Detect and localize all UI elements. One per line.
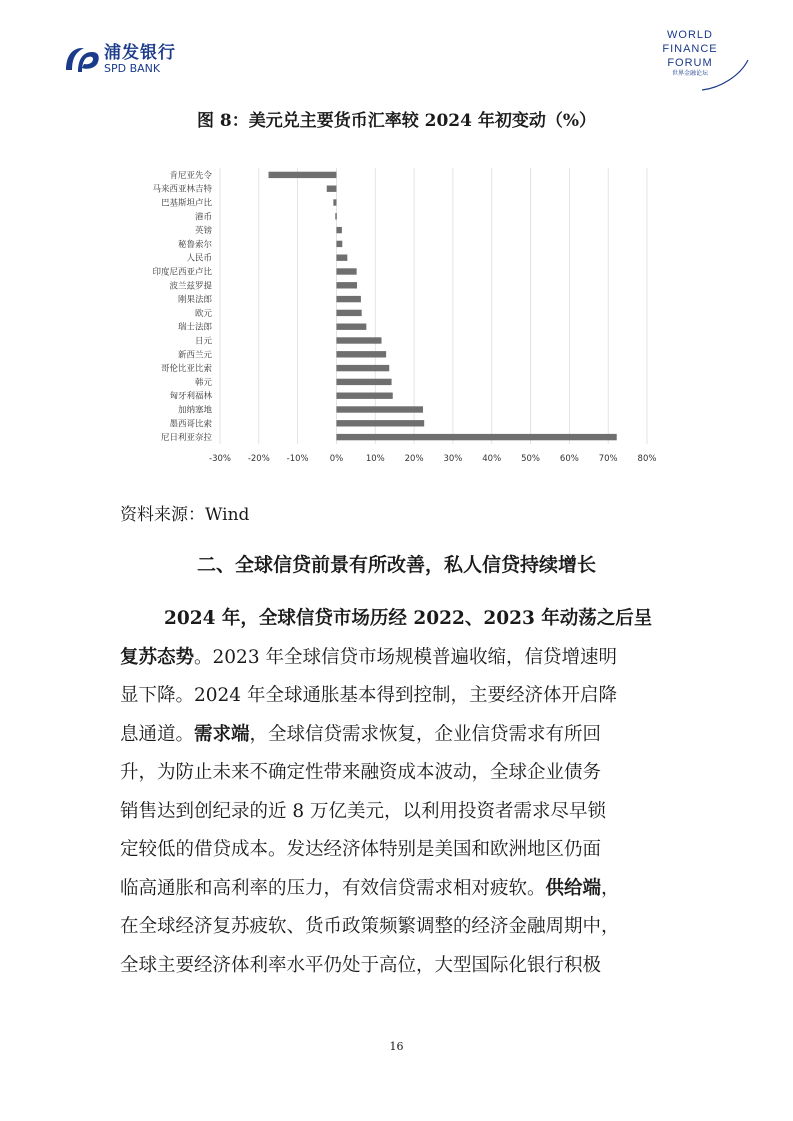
bold-phrase: 供给端: [545, 877, 602, 899]
bar: [336, 324, 366, 330]
text-run: ，: [601, 877, 620, 899]
figure-source: 资料来源：Wind: [120, 505, 250, 525]
category-label: 肯尼亚先令: [169, 170, 212, 181]
bar: [327, 186, 337, 192]
forum-line-3: FORUM: [667, 57, 713, 69]
bar: [336, 351, 386, 357]
bar: [336, 282, 357, 288]
category-label: 印度尼西亚卢比: [152, 267, 212, 278]
bar: [336, 227, 341, 233]
body-paragraph: [120, 600, 680, 985]
x-tick-label: -30%: [209, 454, 231, 464]
bank-name-cn: 浦发银行: [104, 43, 176, 63]
forum-name-cn: 世界金融论坛: [671, 70, 708, 77]
category-label: 尼日利亚奈拉: [160, 433, 212, 444]
category-label: 匈牙利福林: [169, 391, 212, 402]
bar: [336, 255, 347, 261]
forum-line-2: FINANCE: [662, 43, 718, 55]
bar: [336, 406, 423, 412]
x-tick-label: -10%: [286, 454, 309, 464]
paragraph-line: 升，为防止未来不确定性带来融资成本波动，全球企业债务: [120, 762, 602, 783]
paragraph-line: 销售达到创纪录的近 8 万亿美元，以利用投资者需求尽早锁: [120, 800, 607, 822]
world-finance-forum-logo: [650, 28, 750, 90]
paragraph-line: 显下降。2024 年全球通胀基本得到控制，主要经济体开启降: [120, 685, 617, 706]
bar: [269, 172, 337, 178]
category-label: 加纳塞地: [177, 405, 212, 416]
category-label: 墨西哥比索: [169, 419, 212, 430]
x-tick-label: 60%: [559, 454, 579, 464]
text-run: 。2023 年全球信贷市场规模普遍收缩，信贷增速明: [194, 646, 617, 668]
paragraph-line: 全球主要经济体利率水平仍处于高位，大型国际化银行积极: [120, 954, 602, 976]
bar: [336, 268, 356, 274]
category-label: 韩元: [194, 377, 212, 388]
paragraph-line: [120, 600, 680, 639]
x-tick-label: 50%: [521, 454, 540, 464]
paragraph-line: [120, 716, 680, 755]
figure-title: 图 8：美元兑主要货币汇率较 2024 年初变动（%）: [196, 111, 597, 131]
swoosh-icon: [700, 58, 750, 92]
x-tick-label: 30%: [443, 454, 463, 464]
bold-lead: 2024 年，全球信贷市场历经 2022、2023 年动荡之后呈: [164, 608, 653, 629]
bar: [336, 365, 389, 371]
paragraph-line: [120, 639, 680, 678]
bar: [336, 420, 424, 426]
spd-bank-wordmark: [104, 44, 176, 76]
bar: [333, 199, 336, 205]
bar: [336, 393, 392, 399]
category-label: 瑞士法郎: [177, 322, 212, 333]
section-heading: 二、全球信贷前景有所改善，私人信贷持续增长: [196, 554, 596, 576]
category-label: 港币: [194, 212, 212, 223]
x-tick-label: 0%: [329, 454, 344, 464]
x-tick-label: 20%: [404, 454, 424, 464]
category-label: 刚果法郎: [177, 295, 212, 306]
x-tick-label: 10%: [365, 454, 385, 464]
x-tick-label: -20%: [247, 454, 270, 464]
bar: [336, 379, 391, 385]
category-label: 哥伦比亚比索: [160, 364, 212, 375]
text-run: 临高通胀和高利率的压力，有效信贷需求相对疲软。: [120, 877, 546, 899]
x-tick-label: 70%: [598, 454, 618, 464]
x-tick-label: 40%: [482, 454, 502, 464]
text-run: 息通道。: [120, 723, 195, 745]
bar: [336, 241, 342, 247]
paragraph-line: [120, 870, 680, 909]
x-tick-label: 80%: [637, 454, 657, 464]
category-label: 人民币: [186, 253, 212, 264]
text-run: ，全球信贷需求恢复，企业信贷需求有所回: [249, 723, 602, 745]
bold-phrase: 需求端: [194, 723, 250, 745]
page-number: 16: [389, 1040, 404, 1053]
bar: [336, 310, 361, 316]
category-label: 新西兰元: [177, 350, 212, 361]
bar: [336, 337, 381, 343]
bar: [335, 213, 337, 219]
bank-name-en: SPD BANK: [104, 62, 161, 75]
category-label: 巴基斯坦卢比: [160, 198, 212, 209]
paragraph-line: 定较低的借贷成本。发达经济体特别是美国和欧洲地区仍面: [120, 839, 602, 860]
category-label: 马来西亚林吉特: [152, 184, 212, 195]
bold-phrase: 复苏态势: [120, 646, 195, 668]
spd-bank-logo-icon: [62, 44, 102, 76]
category-label: 日元: [194, 336, 212, 347]
category-label: 秘鲁索尔: [177, 239, 212, 250]
bar: [336, 296, 360, 302]
bar: [336, 434, 616, 440]
paragraph-line: 在全球经济复苏疲软、货币政策频繁调整的经济金融周期中，: [120, 916, 620, 937]
category-label: 波兰兹罗提: [169, 281, 212, 292]
category-label: 英镑: [194, 226, 212, 237]
exchange-rate-bar-chart: [120, 162, 680, 472]
category-label: 欧元: [194, 308, 212, 319]
page-header: [0, 0, 793, 100]
forum-line-1: WORLD: [667, 29, 713, 41]
